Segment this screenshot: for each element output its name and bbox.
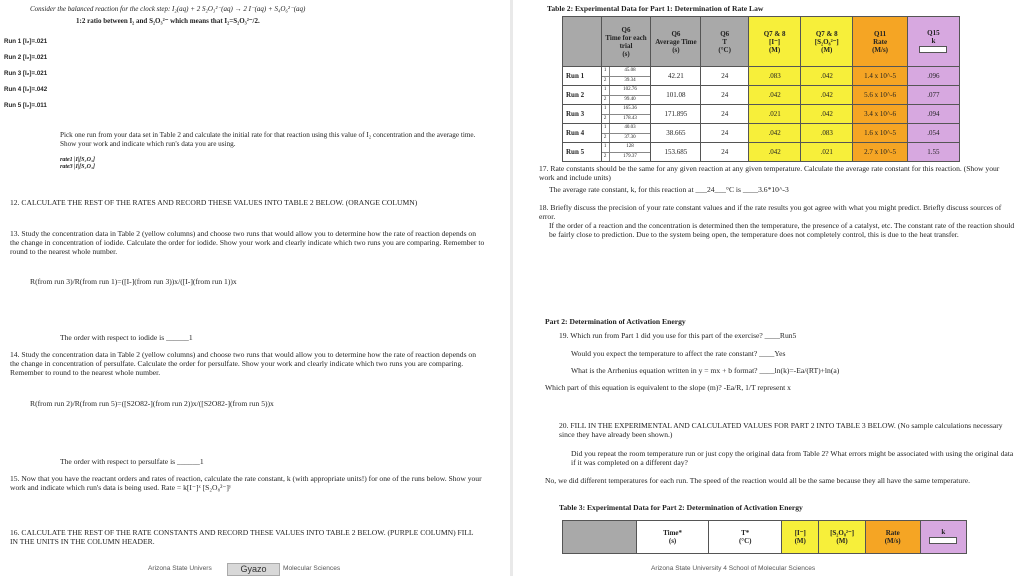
table-3-header-4 [819,521,865,554]
table-2-body [563,67,960,162]
table-2-run-label: Run 4 [563,124,602,143]
trial-time[interactable]: 37.30 [624,134,636,140]
table-3-header-label: T* [741,529,750,537]
question-13-work: R(from run 3)/R(from run 1)=([I-](from run 3))x/([I-](from run 1))x [30,277,237,286]
question-19-slope: Which part of this equation is equivalent to the slope (m)? -Ea/R, 1/T represent x [545,383,791,392]
table-3-header-row [563,521,967,554]
table-2-rate-law-data [562,16,960,162]
iodine-run-value: .021 [35,70,48,77]
table-2-header-unit: (M) [821,45,833,54]
average-k-mid: ___°C is ____ [714,185,759,194]
table-3-k-unit-box[interactable] [929,537,957,544]
average-k-temp: 24 [706,185,715,194]
question-20-repeat: Did you repeat the room temperature run or just copy the original data from Table 2? What errors might be associated with using the original data if it was completed on a different day? [571,449,1014,467]
table-2-rate[interactable]: 1.6 x 10^-5 [853,124,907,143]
table-2-header-question: Q7 & 8 [763,29,786,38]
table-3-header-1 [636,521,709,554]
table-2-trial-times [601,67,651,86]
trial-number: 2 [602,153,610,162]
trial-time[interactable]: 39.34 [624,77,636,83]
table-row [563,86,960,105]
table-2-average-time[interactable]: 38.665 [651,124,701,143]
table-2-rate[interactable]: 5.6 x 10^-6 [853,86,907,105]
table-2-header-label: Time for each trial [605,33,647,50]
table-2-temperature[interactable]: 24 [701,86,749,105]
table-2-iodide-conc[interactable]: .042 [749,143,801,162]
table-3-header-label: [S₂O₈²⁻] [830,529,855,537]
table-2-header-6 [853,17,907,67]
table-2-temperature[interactable]: 24 [701,67,749,86]
table-2-trial-times [601,124,651,143]
table-3-header-6 [920,521,966,554]
trial-number: 2 [602,77,610,86]
table-3-header-3 [782,521,819,554]
question-19-arrhenius-value: ln(k)=-Ea/(RT)+ln(a) [774,366,840,375]
table-2-header-1 [601,17,651,67]
iodine-run-label: Run 2 [I₂]= [4,54,36,61]
average-k-line [549,185,789,194]
table-3-header-unit: (M) [836,537,848,545]
worksheet-page-left [0,0,510,576]
table-2-title: Table 2: Experimental Data for Part 1: Determination of Rate Law [547,4,764,13]
table-2-rate-constant[interactable]: .054 [907,124,959,143]
question-20-answer: No, we did different temperatures for each run. The speed of the reaction would all be the same because they all have the same temperature. [545,476,971,485]
trial-number: 1 [602,124,610,134]
table-2-header-question: Q15 [927,28,940,37]
rate-ratio-denominator: rate3 |I|[S₂O₃] [60,164,95,170]
table-2-header-question: Q6 [671,29,681,38]
table-3-activation-energy [562,520,967,554]
table-2-run-label: Run 3 [563,105,602,124]
table-2-header-3 [701,17,749,67]
table-2-run-label: Run 5 [563,143,602,162]
table-2-persulfate-conc[interactable]: .042 [801,67,853,86]
iodine-run-value: .021 [35,38,48,45]
question-19-arrhenius-label: What is the Arrhenius equation written in y = mx + b format? ____ [571,366,775,375]
table-2-average-time[interactable]: 101.08 [651,86,701,105]
persulfate-order-value: 1 [199,457,204,466]
table-2-rate-constant[interactable]: .077 [907,86,959,105]
table-3-header-label: Time* [663,529,683,537]
table-2-corner-cell [563,17,602,67]
table-2-rate-constant[interactable]: 1.55 [907,143,959,162]
table-2-header-label: [S₂O₈²⁻] [814,37,839,46]
question-19-temperature-label: Would you expect the temperature to affect the rate constant? ____ [571,349,775,358]
trial-time[interactable]: 45.08 [610,67,651,77]
table-row [563,143,960,162]
table-2-header-2 [651,17,701,67]
table-2-header-unit: (°C) [718,45,731,54]
trial-number: 1 [602,143,610,153]
question-17: 17. Rate constants should be the same for any given reaction at any given temperature. Calculate the average rate constant for this reaction. (Show your work and include units) [539,164,1000,182]
trial-number: 2 [602,134,610,143]
gyazo-watermark: Gyazo [227,563,280,576]
question-19-run-label: 19. Which run from Part 1 did you use for this part of the exercise? ____ [559,331,780,340]
table-3-header-label: [I⁻] [794,529,806,537]
iodine-run-4 [4,85,47,94]
table-2-rate[interactable]: 3.4 x 10^-6 [853,105,907,124]
iodine-run-2 [4,53,47,62]
table-2-rate-constant[interactable]: .094 [907,105,959,124]
table-2-header-label: k [931,36,936,45]
question-16: 16. CALCULATE THE REST OF THE RATE CONSTANTS AND RECORD THESE VALUES INTO TABLE 2 BELOW. (PURPLE COLUMN) FILL IN THE UNITS IN THE COLUMN HEADER. [10,528,474,546]
table-2-header-question: Q7 & 8 [815,29,838,38]
iodine-run-label: Run 4 [I₂]= [4,86,36,93]
table-2-persulfate-conc[interactable]: .021 [801,143,853,162]
question-13: 13. Study the concentration data in Table 2 (yellow columns) and choose two runs that would allow you to determine how the rate of reaction depends on the change in concentration of iodide. Calculate the order for iodide. Show your work and clearly indicate which two runs you are comparing. Remember to round to the nearest whole number. [10,229,485,256]
average-k-value: 3.6*10^-3 [758,185,789,194]
table-2-iodide-conc[interactable]: .042 [749,124,801,143]
footer-left-tail: Molecular Sciences [283,565,341,572]
question-19-run-value: Run5 [779,331,797,340]
table-2-average-time[interactable]: 153.685 [651,143,701,162]
table-3-header-unit: (s) [668,537,677,545]
table-3-header-unit: (M/s) [884,537,901,545]
table-2-trial-times [601,105,651,124]
iodide-order-value: 1 [188,333,193,342]
table-row [563,105,960,124]
iodine-run-value: .042 [35,86,48,93]
table-3-header-label: Rate [885,529,900,537]
iodine-run-3 [4,69,47,78]
table-row [563,124,960,143]
table-2-header-unit: (M) [768,45,781,54]
table-2-iodide-conc[interactable]: .021 [749,105,801,124]
table-3-title: Table 3: Experimental Data for Part 2: Determination of Activation Energy [559,503,803,512]
table-3-header-2 [709,521,782,554]
question-19-arrhenius-line [571,366,839,375]
table-2-rate-constant[interactable]: .096 [907,67,959,86]
question-19-temperature-line [571,349,785,358]
table-2-header-5 [801,17,853,67]
table-3-corner-cell [563,521,637,554]
trial-time[interactable]: 128 [610,143,651,153]
iodine-run-label: Run 3 [I₂]= [4,70,36,77]
table-2-header-label: Rate [873,37,888,46]
question-18: 18. Briefly discuss the precision of your rate constant values and if the rate results you got agree with what you might predict. Briefly discuss sources of error. [539,203,1002,221]
table-2-average-time[interactable]: 171.895 [651,105,701,124]
clock-reaction-intro: Consider the balanced reaction for the clock step: I₂(aq) + 2 S₂O₃²⁻(aq) → 2 I⁻(aq) + S₄O₆²⁻(aq) [30,5,306,13]
table-2-iodide-conc[interactable]: .083 [749,67,801,86]
table-2-average-time[interactable]: 42.21 [651,67,701,86]
table-2-temperature[interactable]: 24 [701,124,749,143]
iodine-run-value: .011 [35,102,47,109]
average-k-label: The average rate constant, k, for this reaction at ___ [549,185,707,194]
table-2-run-label: Run 1 [563,67,602,86]
table-2-header-unit: (s) [672,45,680,54]
trial-time[interactable]: 178.43 [623,115,637,121]
rate-ratio-numerator: rate1 |I|[S₂O₃] [60,157,95,163]
iodine-run-label: Run 5 [I₂]= [4,102,36,109]
iodine-run-5 [4,101,47,110]
table-2-header-question: Q11 [874,29,887,38]
table-2-run-label: Run 2 [563,86,602,105]
persulfate-order-line [60,457,204,466]
table-2-header-row [563,17,960,67]
trial-number: 2 [602,96,610,105]
question-20: 20. FILL IN THE EXPERIMENTAL AND CALCULATED VALUES FOR PART 2 INTO TABLE 3 BELOW. (No sample calculations necessary since they have already been shown.) [559,421,1003,439]
table-2-header-label: [I⁻] [769,37,781,46]
footer-left: Arizona State Univers [148,565,212,572]
table-2-persulfate-conc[interactable]: .083 [801,124,853,143]
trial-number: 2 [602,115,610,124]
table-2-trial-times [601,86,651,105]
table-2-rate[interactable]: 1.4 x 10^-5 [853,67,907,86]
ratio-statement: 1:2 ratio between I₂ and S₂O₃²⁻ which means that I₂=S₂O₃²⁻/2. [76,17,260,25]
table-3-header-unit: (°C) [738,537,752,545]
table-2-iodide-conc[interactable]: .042 [749,86,801,105]
persulfate-order-label: The order with respect to persulfate is ______ [60,457,200,466]
question-12: 12. CALCULATE THE REST OF THE RATES AND RECORD THESE VALUES INTO TABLE 2 BELOW. (ORANGE COLUMN) [10,198,418,207]
table-2-header-label: Average Time [655,37,697,46]
trial-time[interactable]: 179.37 [623,153,637,159]
table-2-header-4 [749,17,801,67]
trial-number: 1 [602,67,610,77]
part-2-title: Part 2: Determination of Activation Energy [545,317,686,326]
table-2-persulfate-conc[interactable]: .042 [801,86,853,105]
table-2-temperature[interactable]: 24 [701,143,749,162]
trial-number: 1 [602,105,610,115]
table-2-header-question: Q6 [621,25,631,34]
table-2-trial-times [601,143,651,162]
question-14-work: R(from run 2)/R(from run 5)=([S2O82-](from run 2))x/([S2O82-](from run 5))x [30,399,274,408]
worksheet-page-right [513,0,1024,576]
trial-time[interactable]: 165.36 [610,105,651,115]
trial-time[interactable]: 102.76 [610,86,651,96]
question-14: 14. Study the concentration data in Table 2 (yellow columns) and choose two runs that would allow you to determine how the rate of reaction depends on the change in concentration of persulfate. Calculate the order for persulfate. Show your work and clearly indicate which two runs you are comparing. Remember to round to the nearest whole number. [10,350,477,377]
table-3-header-label: k [941,528,946,536]
table-row [563,67,960,86]
question-19-temperature-value: Yes [774,349,786,358]
iodide-order-line [60,333,193,342]
table-2-header-question: Q6 [720,29,730,38]
footer-right: Arizona State University 4 School of Molecular Sciences [651,565,816,572]
trial-time[interactable]: 40.03 [610,124,651,134]
table-2-header-unit: (M/s) [872,45,889,54]
question-15: 15. Now that you have the reactant orders and rates of reaction, calculate the rate constant, k (with appropriate units!) for one of the runs below. Show your work and indicate which run's data is being used. Rate = k[I⁻]ˣ [S₂O₈²⁻]ʸ [10,474,482,492]
table-2-header-unit: (s) [622,49,630,58]
iodine-run-label: Run 1 [I₂]= [4,38,36,45]
table-3-header-unit: (M) [794,537,806,545]
pick-run-instructions: Pick one run from your data set in Table 2 and calculate the initial rate for that reaction using this value of I₂ concentration and the average time. Show your work and indicate which run's data you are using. [60,131,476,148]
table-3-header-5 [865,521,920,554]
trial-number: 1 [602,86,610,96]
iodine-run-1 [4,37,47,46]
table-2-persulfate-conc[interactable]: .042 [801,105,853,124]
iodide-order-label: The order with respect to iodide is ______ [60,333,189,342]
trial-time[interactable]: 99.40 [624,96,636,102]
table-2-k-unit-box[interactable] [919,46,947,53]
question-18-answer: If the order of a reaction and the concentration is determined then the temperature, the presence of a catalyst, etc. The constant rate of the reaction should be fairly close to prediction. Due to the system being open, the temperature does not completely control, this is due to the heat transfer. [549,221,1015,239]
table-2-temperature[interactable]: 24 [701,105,749,124]
table-2-header-7 [907,17,959,67]
table-2-header-label: T [722,37,728,46]
iodine-run-value: .021 [35,54,48,61]
question-19-run-line [559,331,796,340]
table-2-rate[interactable]: 2.7 x 10^-5 [853,143,907,162]
